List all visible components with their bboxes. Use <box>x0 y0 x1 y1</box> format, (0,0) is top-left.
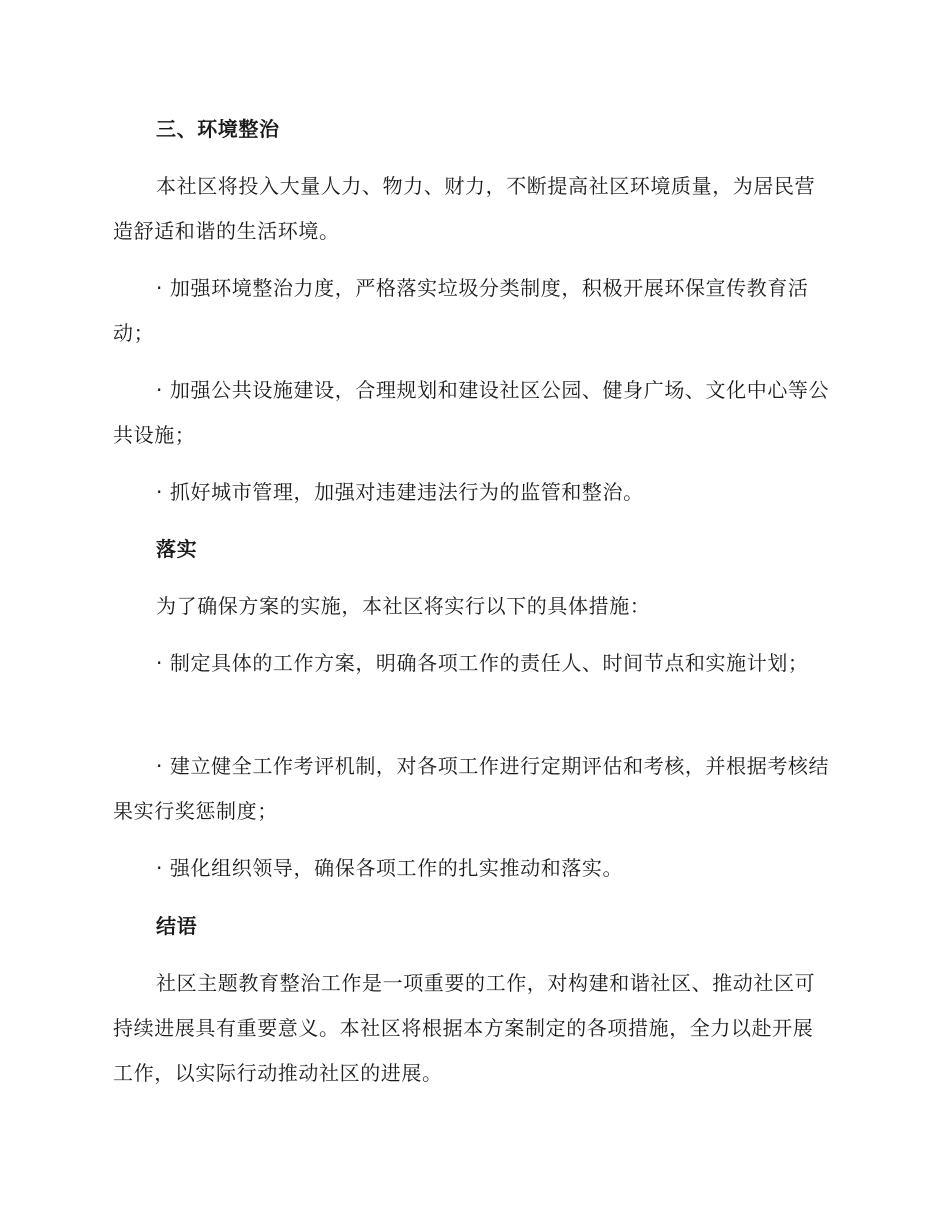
implementation-bullet-item: · 建立健全工作考评机制，对各项工作进行定期评估和考核，并根据考核结果实行奖惩制度； <box>113 754 830 823</box>
conclusion-paragraph: 社区主题教育整治工作是一项重要的工作，对构建和谐社区、推动社区可持续进展具有重要意义。本社区将根据本方案制定的各项措施，全力以赴开展工作，以实际行动推动社区的进展。 <box>113 971 816 1085</box>
section-heading-conclusion: 结语 <box>156 914 198 938</box>
section-heading-environment: 三、环境整治 <box>156 117 280 141</box>
implementation-intro-paragraph: 为了确保方案的实施，本社区将实行以下的具体措施： <box>156 594 651 618</box>
environment-intro-paragraph: 本社区将投入大量人力、物力、财力，不断提高社区环境质量，为居民营造舒适和谐的生活环境。 <box>113 174 816 243</box>
environment-bullet-item: · 抓好城市管理，加强对违建违法行为的监管和整治。 <box>156 480 644 504</box>
section-heading-implementation: 落实 <box>156 537 198 561</box>
implementation-bullet-item: · 制定具体的工作方案，明确各项工作的责任人、时间节点和实施计划； <box>156 651 809 675</box>
implementation-bullet-item: · 强化组织领导，确保各项工作的扎实推动和落实。 <box>156 856 624 880</box>
environment-bullet-item: · 加强公共设施建设，合理规划和建设社区公园、健身广场、文化中心等公共设施； <box>113 378 830 447</box>
environment-bullet-item: · 加强环境整治力度，严格落实垃圾分类制度，积极开展环保宣传教育活动； <box>113 276 809 345</box>
